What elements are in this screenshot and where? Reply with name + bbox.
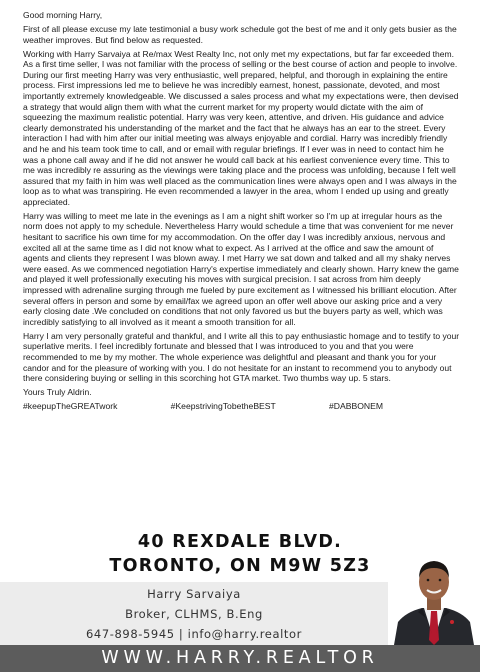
contact-card <box>0 582 388 645</box>
letter-signoff: Yours Truly Aldrin. <box>23 387 92 398</box>
letter-paragraph: Harry I am very personally grateful and thankful, and I write all this to pay enthusiastic homage and to testify to your superlative merits. I feel incredibly fortunate and blessed that I was introduced to you and that you were recommended to me by my mother. The whole experience was delightful and pleasant and thank you for your candor and for the pleasure of working with you. I do not hesitate for an instant to recommend you to anybody out there considering buying or selling in this scorching hot GTA market. Two thumbs way up. 5 stars. <box>23 330 460 384</box>
agent-photo <box>388 548 480 645</box>
hashtag: #keepupTheGREATwork <box>23 401 118 412</box>
address-line-1: 40 REXDALE BLVD. <box>137 532 343 552</box>
letter-paragraph: First of all please excuse my late testimonial a busy work schedule got the best of me and it only gets busier as the weather improves. But find below as requested. <box>23 23 457 45</box>
letter-paragraph: Harry was willing to meet me late in the evenings as I am a night shift worker so I'm up at irregular hours as the norm does not apply to my schedule. Nevertheless Harry would schedule a time that was convenient for me never hesitant to sacrifice his own time for my accommodation. On the offer day I was incredibly anxious, nervous and excited all at the same time as I did not know what to expect. As I arrived at the office and saw the amount of agents and clients they represent I was blown away. I met Harry we sat down and talked and all my shaky nerves were eased. As we commenced negotiation Harry's expertise immediately and clearly shown. Harry knew the game and played it well professionally executing his moves with surgical precision. I sat across from him deeply impressed with adrenaline surging through me fueled by pure excitement as I witnessed his brilliant elocution. After several offers in person and some by email/fax we agreed upon an offer well above our asking price and a very early closing date .We concluded on conditions that not only favored us but the buyers party as well, which was incredibly satisfying to all involved as it meant a smooth transition for all. <box>23 210 459 327</box>
website-banner <box>0 645 480 672</box>
hashtag-row <box>23 401 383 412</box>
letter-greeting: Good morning Harry, <box>23 10 103 20</box>
agent-name: Harry Sarvaiya <box>147 587 241 601</box>
testimonial-letter <box>23 10 461 412</box>
hashtag: #KeepstrivingTobetheBEST <box>170 401 276 412</box>
address-line-2: TORONTO, ON M9W 5Z3 <box>109 556 371 576</box>
agent-portrait-image <box>388 548 480 645</box>
letter-paragraph: Working with Harry Sarvaiya at Re/max West Realty Inc, not only met my expectations, but far far exceeded them. As a first time seller, I was not familiar with the process of selling or the best course of action and people to involve. During our first meeting Harry was very enthusiastic, well prepared, helpful, and thorough in explaining the entire process. First impressions led me to believe he was incredibly earnest, honest, passionate, devoted, and most importantly extremely knowledgeable. We discussed a sales process and what my expectations were, then devised a strategy that would align them with what the current market for my property would dictate with the aim of squeezing the maximum realistic potential. Harry was very keen, attentive, and driven. His guidance and advice clearly demonstrated his understanding of the market and the fact that he always has an ear to the street. Every interaction I had with him after our initial meeting was always enjoyable and cordial. Harry was incredibly friendly and he and his team took time to call, and or email with regular briefings. If I ever was in need to contact him he was a phone call away and if he did not answer he would call back at his earliest convenience every time. This to me was incredibly re assuring as the viewings were taking place and the process was unfolding, because I felt well assured that my faith in him was well placed as the communication lines were always open and I was always in the loop as to what was transpiring. He even recommended a lawyer in the area, whom I ended up using and greatly appreciated. <box>23 48 459 207</box>
website-link[interactable]: WWW.HARRY.REALTOR <box>101 648 379 668</box>
hashtag: #DABBONEM <box>329 401 383 412</box>
agent-credentials: Broker, CLHMS, B.Eng <box>125 607 263 621</box>
agent-phone-email: 647-898-5945 | info@harry.realtor <box>86 627 302 641</box>
